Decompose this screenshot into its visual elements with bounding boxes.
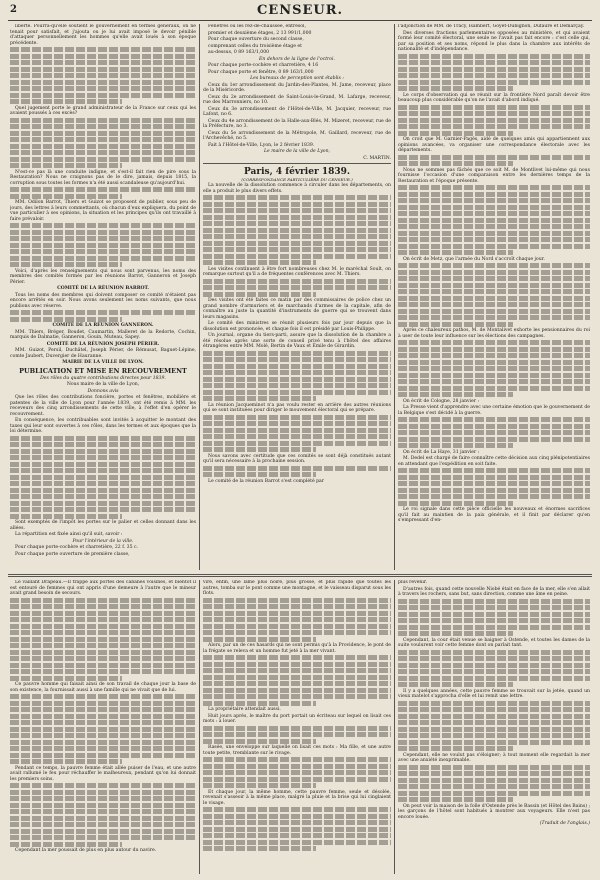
article-paragraph: Tous les noms des membres qui doivent composer ce comité n'étaient pas encore arrêtés en soir. Nous avons seulement les noms suivants, que nous publions avec réserve. bbox=[10, 292, 196, 309]
section-heading: Les bureaux de perception sont établis : bbox=[250, 76, 344, 81]
feuilleton-column-2 bbox=[203, 580, 391, 874]
article-paragraph: Nous savons avec certitude que ces comités se sont déjà constitués autant qu'il sera nécessaire à la prochaine session. bbox=[203, 453, 391, 464]
translation-credit: (Traduit de l'anglais.) bbox=[539, 821, 590, 826]
article-paragraph: On écrit de Metz, que l'armée du Nord s'accroît chaque jour. bbox=[403, 256, 545, 262]
dateline: Paris, 4 février 1839. (CORRESPONDANCE PARTICULIÈRE DU CENSEUR.) bbox=[203, 167, 391, 182]
section-heading: COMITÉ DE LA RÉUNION BARROT. bbox=[57, 286, 149, 291]
article-paragraph: On croit que M. Garnier-Pagès, aidé de quelques amis qui appartiennent aux opinions avancées, va organiser une correspondance électorale avec les départements. bbox=[398, 137, 590, 153]
feuilleton-paragraph: Le vaillant Drapeau.—Il trappe aux portes des cabanes voisines, et bientôt il est entouré de femmes qui ont appris d'une demeure à l'autre que le mineur avait grand besoin de secours. bbox=[10, 580, 196, 596]
article-paragraph: Des visites ont été faites ce matin par des commissaires de police chez un grand nombre d'armuriers et de marchands d'armes de la capitale, afin de connaître au juste la quantité d'instruments de guerre qui se trouvent dans leurs magasins. bbox=[203, 298, 391, 320]
article-paragraph: Le comité de la réunion Barrot s'est complété par bbox=[208, 478, 324, 484]
article-paragraph: La répartition est fixée ainsi qu'il suit, savoir : bbox=[15, 532, 123, 537]
column-rule bbox=[199, 24, 200, 570]
article-paragraph: La réunion Jacqueminot n'a pas voulu rester en arrière des autres réunions qui se sont instituées pour diriger le mouvement électoral qui se prépare. bbox=[203, 402, 391, 413]
feuilleton-paragraph: On peut voir la maison de la folle d'Ostende près le Bassin (et Hôtel des Bains) ; les garçons de l'hôtel sont habitués à montrer aux voyageurs. Elle n'est pas encore louée. bbox=[398, 803, 590, 820]
feuilleton-paragraph: Huit jours après, le maître du port portait un écriteau sur lequel on lisait ces mots : à louer. bbox=[203, 713, 391, 724]
page-number: 2 bbox=[10, 4, 17, 15]
tariff-line: au-dessus, 0 89 163/1,000 bbox=[208, 50, 270, 55]
section-heading: COMITÉ DE LA RÉUNION GANNERON. bbox=[52, 323, 154, 328]
publication-subheading: Des rôles du quatre contributions directes pour 1839. bbox=[40, 375, 166, 381]
publication-heading: PUBLICATION ET MISE EN RECOUVREMENT bbox=[19, 366, 187, 375]
article-paragraph: Le corps d'observation qui se réunit sur la frontière Nord paraît devoir être beaucoup plus considérable qu'on ne l'avait d'abord indiqué. bbox=[398, 92, 590, 103]
page-header bbox=[8, 4, 592, 21]
tariff-line: Fenêtres ou les rez-de-chaussée, entresol, bbox=[208, 24, 306, 29]
article-paragraph: Le comité des ministres se réunit plusieurs fois par jour depuis que la dissolution est prononcée, et chaque fois il est présidé par Louis-Philippe. bbox=[203, 321, 391, 332]
tariff-line: premier et deuxième étages, 2 13 991/1,000 bbox=[208, 30, 312, 36]
column-rule bbox=[199, 580, 200, 874]
tariff-heading: En dehors de la ligne de l'octroi. bbox=[259, 56, 335, 62]
bureau-line: Ceux du 5e arrondissement de la Métropole, M. Gaillard, receveur, rue de l'Archevêché, no 5. bbox=[203, 130, 391, 141]
bureau-line: Ceux du 4e arrondissement de la Halle-aux-Blés, M. Mizeret, receveur, rue de la Préfecture, no 3. bbox=[203, 118, 391, 129]
feuilleton-paragraph: Ce pauvre homme qui faisait ainsi de son travail de chaque jour la base de son existence, la fournissait aussi à une famille qui ne vivait que de lui. bbox=[10, 682, 196, 693]
signature-line: Le maire de la ville de Lyon, bbox=[263, 149, 330, 154]
feuilleton-paragraph: plus revenir. bbox=[398, 580, 427, 585]
bureau-line: Ceux du 3e arrondissement de l'Hôtel-de-Ville, M. Jacquier, receveur, rue Lafont, no 6. bbox=[203, 106, 391, 117]
article-paragraph: Un journal, organe du tiers-parti, assure que la dissolution de la chambre a été résolue après une sorte de conseil privé tenu à l'hôtel des affaires étrangères entre MM. Molé, Bertin de Vaux et Émile de Girardin. bbox=[203, 333, 391, 349]
publication-subheading: Donnons avis bbox=[87, 388, 119, 394]
feuilleton-paragraph: Et chaque jour, la même homme, cette pauvre femme, seule et désolée, revenait s'asseoir à la même place, malgré la pluie et la brise qui lui cinglaient le visage. bbox=[203, 789, 391, 806]
article-paragraph: Sont exemptés de l'impôt les portes sur le palier et celles donnant dans les allées. bbox=[10, 520, 196, 531]
feuilleton-column-1 bbox=[10, 580, 196, 874]
feuilleton-rule bbox=[8, 574, 592, 575]
feuilleton-paragraph: D'autres fois, quand cette nouvelle Niobé était en face de la mer, elle s'en allait à travers les rochers, sans but, sans direction, comme une âme en peine. bbox=[398, 586, 590, 597]
article-paragraph: Nous ne sommes pas fâchés que ce soit M. de Montlivet lui-même qui nous fournisse l'occasion d'une comparaison entre les dernières temps de la Restauration et l'époque présente. bbox=[398, 167, 590, 184]
article-paragraph: liberté. Pourra-qu'elle soutient le gouvernement en termes généraux, on ne tenait pour satisfait, et j'ajouta ou je lui avait imposé le devoir pénible d'attaquer personnellement les hommes qu'elle avait loués à son époque précédente. bbox=[10, 24, 196, 46]
feuilleton-paragraph: Il y a quelques années, cette pauvre femme se trouvait sur la jetée, quand un vieux matelot s'approcha d'elle et lui remit une lettre. bbox=[398, 688, 590, 699]
column-rule bbox=[394, 580, 395, 874]
feuilleton-paragraph: Cependant, elle ne voulut pas s'éloigner; à tout moment elle regardait la mer avec une anxiété inexprimable. bbox=[398, 752, 590, 763]
article-paragraph: Les visites continuent à être fort nombreuses chez M. le maréchal Soult, on remarque surtout qu'il a de fréquentes conférences avec M. Thiers. bbox=[203, 266, 391, 277]
article-paragraph: MM. Thiers, Bréger, Boudet, Caumartin, Malleret de la Redorte, Cochin, marquis de Dalmatie, Ganneron, Gouin, Muteau, Sapey. bbox=[10, 329, 196, 340]
tariff-line: Pour chaque porte-cochère et charretière, 22 f. 35 c. bbox=[15, 545, 138, 550]
feuilleton-paragraph: Cependant la mer poussait de plus en plus autour du navire. bbox=[15, 848, 157, 853]
tariff-line: Pour chaque porte-cochère et charretière, 4 16 bbox=[208, 63, 319, 68]
column-1 bbox=[10, 24, 196, 570]
tariff-line: comprenant celles du troisième étage et bbox=[208, 43, 302, 49]
article-paragraph: La nouvelle de la dissolution commence à circuler dans les départements, on elle a produit le plus divers effets. bbox=[203, 183, 391, 194]
article-paragraph: Quel jugement porte le grand administrateur de la France sur ceux qui les avaient poussés à ces excès? bbox=[10, 105, 196, 116]
article-paragraph: Voici, d'après les renseignements qui nous sont parvenus, les noms des membres des comités formés par les réunions Barrot, Ganneron et Joseph Périer. bbox=[10, 268, 196, 285]
bureau-line: Ceux du 1er arrondissement du Jardin-des-Plantes, M. Jame, receveur, place de la Miséricorde. bbox=[203, 82, 391, 93]
feuilleton-paragraph: Pendant ce temps, la pauvre femme était allée puiser de l'eau, et une autre avait rallumé le feu pour réchauffer le malheureux, pendant qu'on lui donnait les premiers soins. bbox=[10, 765, 196, 782]
feuilleton-rule bbox=[8, 576, 592, 577]
article-paragraph: Que les rôles des contributions foncière, portes et fenêtres, mobilière et patentes de la ville de Lyon pour l'année 1839, ont été remis à MM. les receveurs des cinq arrondissements de cette ville, à l'effet d'en opérer le recouvrement. bbox=[10, 395, 196, 417]
article-paragraph: Le roi signale dans cette pièce officielle les nouveaux et énormes sacrifices qu'il fait au maintien de la paix générale, et il finit par déclarer qu'en s'empressant d'en- bbox=[398, 507, 590, 523]
tariff-line: Pour chaque ouverture du second classe, bbox=[208, 37, 304, 42]
masthead-title: CENSEUR. bbox=[256, 3, 344, 18]
column-2 bbox=[203, 24, 391, 570]
tariff-heading: Pour l'intérieur de la ville. bbox=[72, 538, 134, 544]
article-paragraph: Après ce chaleureux pathos, M. de Montalivet exhorte les pensionnaires du roi à user de toute leur influence sur les élections des campagnes. bbox=[398, 328, 590, 339]
feuilleton-paragraph: Alors, par un de ces hasards qui ne sont permis qu'à la Providence, le pont de la frégate se releva et un homme fut jeté à la mer vivant. bbox=[203, 643, 391, 654]
article-paragraph: On écrit de La Haye, 31 janvier : bbox=[403, 449, 480, 455]
tariff-line: Pour chaque porte et fenêtre, 0 89 163/1,000 bbox=[208, 69, 314, 75]
feuilleton-paragraph: Rasée, une enveloppe sur laquelle on lisait ces mots : Ma fille, et une autre toute petite, tremblante sur le rivage. bbox=[203, 745, 391, 756]
feuilleton-paragraph: vire, enfin, une lame plus noire, plus grosse, et plus rapide que toutes les autres, tomba sur le pont comme une montagne, et le vaisseau disparut sous les flots. bbox=[203, 580, 391, 596]
article-paragraph: On écrit de Cologne, 28 janvier : bbox=[403, 398, 480, 404]
dateline-subtitle: (CORRESPONDANCE PARTICULIÈRE DU CENSEUR.) bbox=[241, 177, 353, 182]
article-paragraph: MM. Guizot, Persil, Duchâtel, Joseph Périer, de Rémusat, Baguet-Lépine, comte Jaubert, Duvergier de Hauranne. bbox=[10, 348, 196, 359]
bureau-line: Ceux du 2e arrondissement de Saint-Louis-le-Grand, M. Lafarge, receveur, rue des Marronniers, no 10. bbox=[203, 94, 391, 105]
article-paragraph: La Presse vient d'apprendre avec une certaine émotion que le gouvernement de la Belgique s'est décidé à la guerre. bbox=[398, 405, 590, 416]
signature-name: C. MARTIN. bbox=[363, 155, 391, 161]
article-paragraph: MM. Odilon Barrot, Thiers et Guizot se proposent de publier, sous peu de jours, des lettres à leurs commettants, où chacun d'eux expliquera, du point de vue particulier à ses opinions, la situation et les principes qu'ils ont travaillé à faire prévaloir. bbox=[10, 200, 196, 222]
column-3 bbox=[398, 24, 590, 570]
tariff-line: Pour chaque porte ouverture de première classe, bbox=[15, 551, 130, 557]
feuilleton-paragraph: Cependant, la cour était venue se baigner à Ostende, et toutes les dames de la suite voulurent voir cette femme dont on parlait tant. bbox=[398, 637, 590, 648]
article-paragraph: l'adjonction de MM. de Tracy, Isambert, Goyet-Dubignon, Dufaure et Demarçay. bbox=[398, 24, 585, 29]
section-heading: MAIRIE DE LA VILLE DE LYON. bbox=[62, 360, 144, 365]
column-rule bbox=[394, 24, 395, 570]
signed-line: Fait à l'Hôtel-de-Ville, Lyon, le 2 février 1839. bbox=[208, 142, 315, 148]
feuilleton-paragraph: La propriétaire attendait aussi. bbox=[208, 707, 281, 712]
feuilleton-column-3 bbox=[398, 580, 590, 874]
section-heading: COMITÉ DE LA RÉUNION JOSEPH PÉRIER. bbox=[46, 341, 160, 347]
publication-subheading: Nous maire de la ville de Lyon, bbox=[66, 382, 140, 387]
article-paragraph: Des diverses fractions parlementaires opposées au ministère, et qui avaient formé leur comité électoral, une seule ne l'avait pas fait encore : c'est celle qui, par sa position et ses noms, répond le plus dans la chambre aux intérêts de nationalité et d'indépendance. bbox=[398, 30, 590, 52]
article-paragraph: En conséquence, les contribuables sont invités à acquitter le montant des taxes qui leur sont ouvertes à ces rôles, dans les termes et aux époques que la loi détermine. bbox=[10, 418, 196, 434]
article-paragraph: N'est-ce pas là une conduite indigne, et s'est-il fait rien de pire sous la Restauration? Nous ne craignons pas de le dire, jamais, depuis 1815, la corruption sous toutes les formes n'a été aussi scandaleuse qu'aujourd'hui. bbox=[10, 169, 196, 186]
article-paragraph: M. Dedel est chargé de faire connaître cette décision aux cinq plénipotentiaires en attendant que l'expédition en soit faite. bbox=[398, 456, 590, 467]
